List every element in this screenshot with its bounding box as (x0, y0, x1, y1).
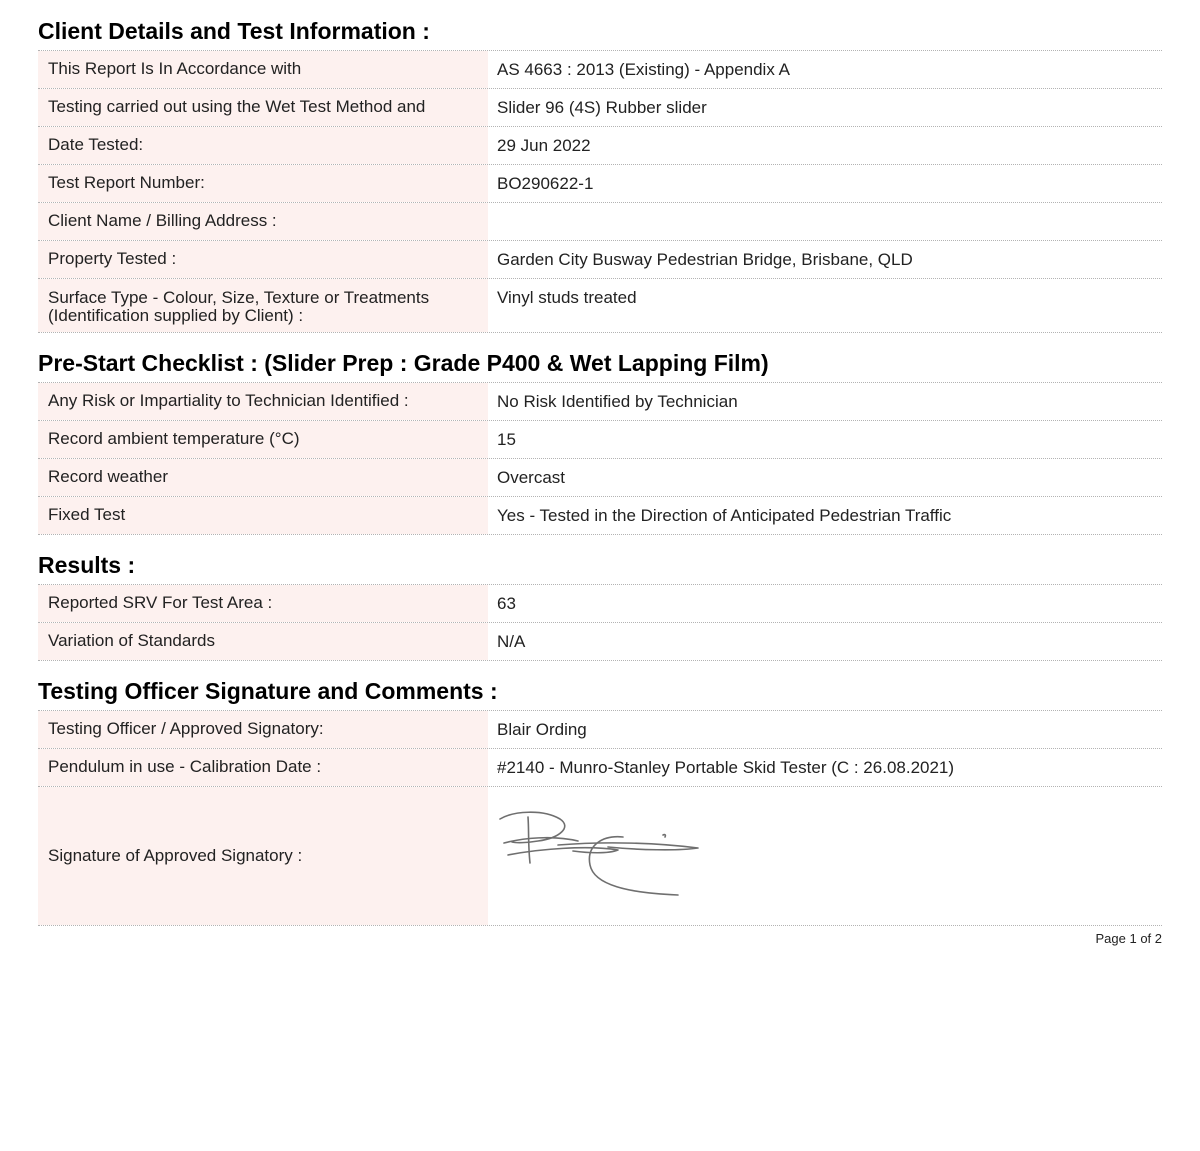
row-label: Date Tested: (38, 127, 488, 164)
client-details-section (38, 0, 1162, 333)
row-value: Vinyl studs treated (497, 288, 637, 307)
row-value (488, 203, 1162, 240)
row-label: Record ambient temperature (°C) (38, 421, 488, 458)
table-row (38, 749, 1162, 787)
client-details-table (38, 50, 1162, 333)
section-title-pre-start-checklist: Pre-Start Checklist : (Slider Prep : Grade P400 & Wet Lapping Film) (38, 350, 769, 376)
results-table (38, 584, 1162, 661)
row-value: 29 Jun 2022 (497, 136, 591, 155)
table-row (38, 203, 1162, 241)
row-value: BO290622-1 (497, 174, 594, 193)
report-page (38, 0, 1162, 946)
table-row (38, 51, 1162, 89)
testing-officer-section (38, 661, 1162, 926)
row-value: AS 4663 : 2013 (Existing) - Appendix A (497, 60, 790, 79)
table-row (38, 497, 1162, 535)
table-row (38, 383, 1162, 421)
row-label: Signature of Approved Signatory : (38, 787, 488, 925)
row-label: Variation of Standards (38, 623, 488, 660)
signature-cell (488, 787, 1162, 925)
section-title-client-details: Client Details and Test Information : (38, 18, 430, 44)
row-label: Fixed Test (38, 497, 488, 534)
row-label-line: Surface Type - Colour, Size, Texture or Treatments (48, 288, 430, 307)
row-value: Blair Ording (497, 720, 587, 739)
row-value: 63 (497, 594, 516, 613)
row-value: Garden City Busway Pedestrian Bridge, Brisbane, QLD (497, 250, 913, 269)
results-section (38, 535, 1162, 661)
table-row (38, 711, 1162, 749)
table-row (38, 89, 1162, 127)
table-row (38, 165, 1162, 203)
table-row (38, 241, 1162, 279)
table-row (38, 623, 1162, 661)
row-label: This Report Is In Accordance with (38, 51, 488, 88)
row-value: No Risk Identified by Technician (497, 392, 738, 411)
row-label: Record weather (38, 459, 488, 496)
pre-start-checklist-section (38, 333, 1162, 535)
row-label: Reported SRV For Test Area : (38, 585, 488, 622)
row-value: #2140 - Munro-Stanley Portable Skid Tester (C : 26.08.2021) (497, 758, 955, 777)
row-value: Slider 96 (4S) Rubber slider (497, 98, 707, 117)
row-value: 15 (497, 430, 516, 449)
pre-start-checklist-table (38, 382, 1162, 535)
testing-officer-table (38, 710, 1162, 926)
table-row (38, 421, 1162, 459)
handwritten-signature-icon (498, 805, 708, 905)
row-label (38, 279, 488, 332)
row-label: Pendulum in use - Calibration Date : (38, 749, 488, 786)
table-row (38, 459, 1162, 497)
row-label-line: (Identification supplied by Client) : (48, 306, 304, 325)
section-title-testing-officer: Testing Officer Signature and Comments : (38, 678, 498, 704)
table-row (38, 279, 1162, 333)
row-label: Property Tested : (38, 241, 488, 278)
row-label: Testing carried out using the Wet Test Method and (38, 89, 488, 126)
row-value: Overcast (497, 468, 566, 487)
table-row (38, 787, 1162, 926)
section-title-results: Results : (38, 552, 136, 578)
page-number: Page 1 of 2 (1095, 931, 1162, 946)
table-row (38, 585, 1162, 623)
table-row (38, 127, 1162, 165)
row-label: Client Name / Billing Address : (38, 203, 488, 240)
row-label: Test Report Number: (38, 165, 488, 202)
row-label: Any Risk or Impartiality to Technician Identified : (38, 383, 488, 420)
row-value: N/A (497, 632, 526, 651)
row-value: Yes - Tested in the Direction of Anticipated Pedestrian Traffic (497, 506, 952, 525)
row-label: Testing Officer / Approved Signatory: (38, 711, 488, 748)
